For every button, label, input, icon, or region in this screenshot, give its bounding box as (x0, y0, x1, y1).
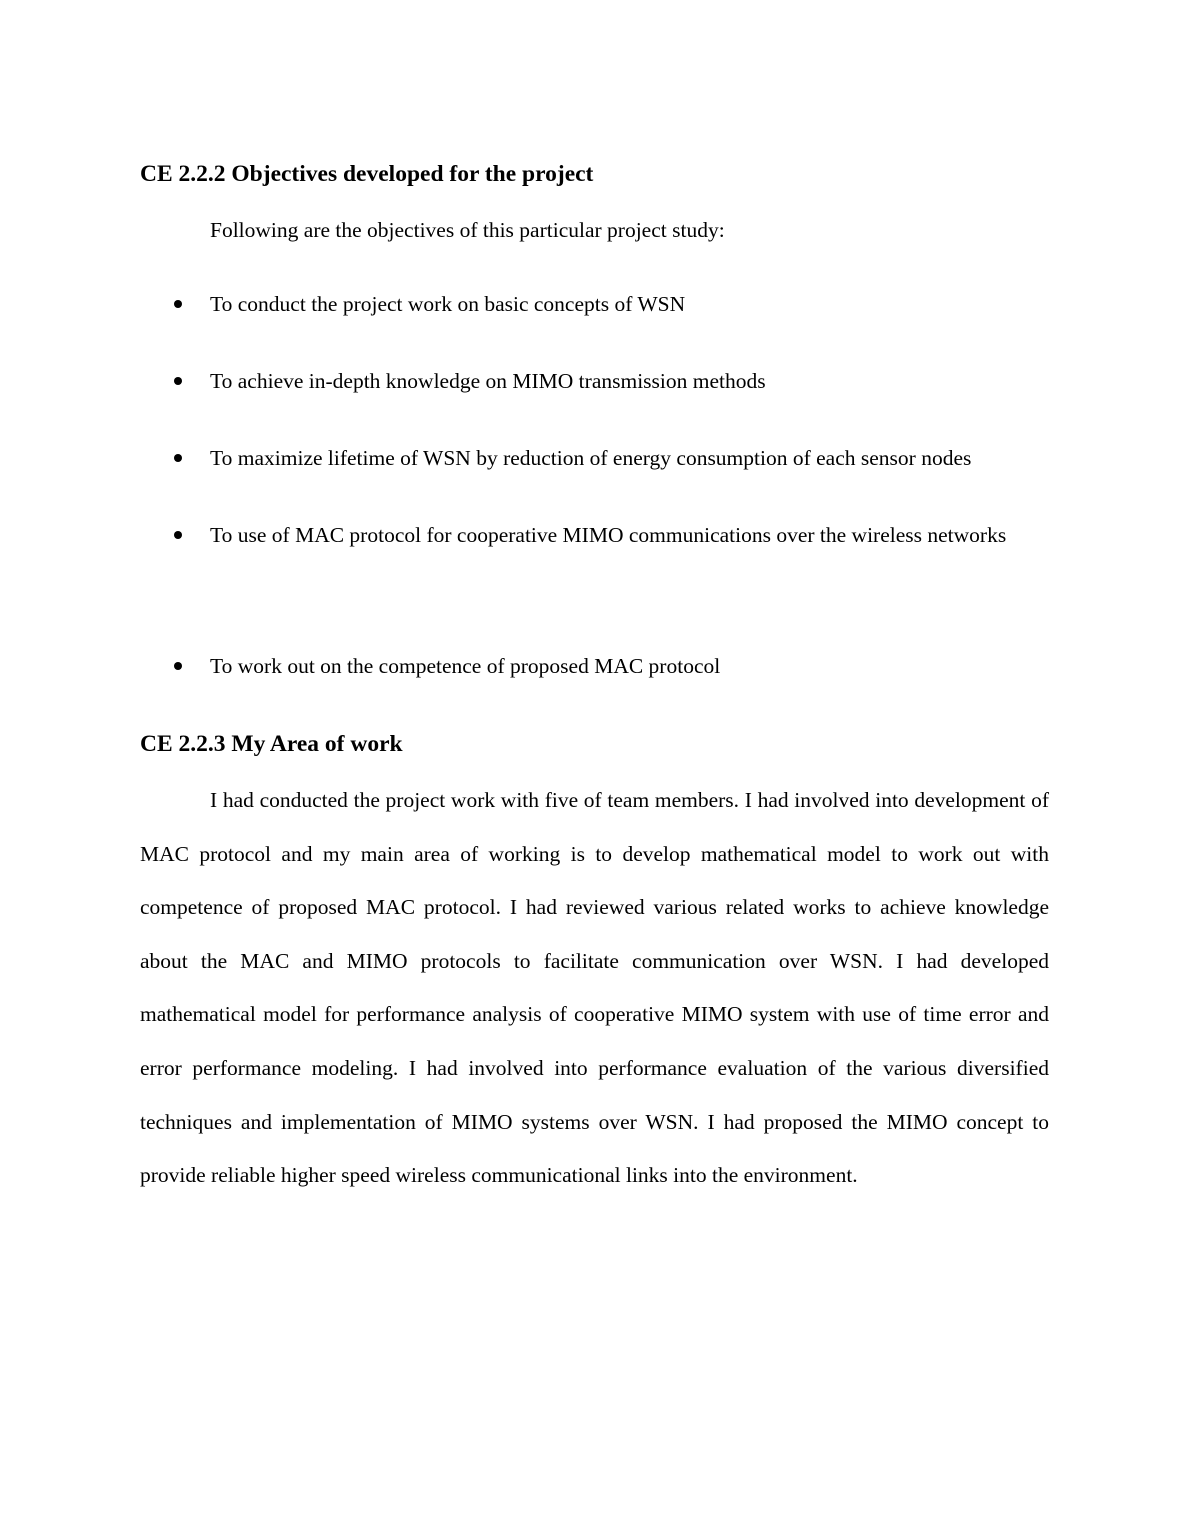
list-item (210, 508, 1049, 562)
list-item-text: To conduct the project work on basic concepts of WSN (210, 292, 686, 316)
list-item (210, 354, 1049, 408)
list-item (210, 431, 1049, 485)
section-heading-objectives: CE 2.2.2 Objectives developed for the project (140, 161, 594, 187)
area-of-work-paragraph: I had conducted the project work with five of team members. I had involved into development of MAC protocol and my main area of working is to develop mathematical model to work out with competence of proposed MAC protocol. I had reviewed various related works to achieve knowledge about the MAC and MIMO protocols to facilitate communication over WSN. I had developed mathematical model for performance analysis of cooperative MIMO system with use of time error and error performance modeling. I had involved into performance evaluation of the various diversified techniques and implementation of MIMO systems over WSN. I had proposed the MIMO concept to provide reliable higher speed wireless communicational links into the environment. (140, 788, 1049, 1188)
list-item-text: To achieve in-depth knowledge on MIMO transmission methods (210, 369, 766, 393)
list-item (210, 277, 1049, 331)
bullet-icon (174, 662, 182, 670)
section-heading-area-of-work: CE 2.2.3 My Area of work (140, 731, 403, 757)
list-item-text: To work out on the competence of proposed MAC protocol (210, 654, 721, 678)
list-item (210, 639, 1049, 693)
objectives-intro: Following are the objectives of this particular project study: (210, 218, 725, 242)
list-item-text: To use of MAC protocol for cooperative MIMO communications over the wireless networks (210, 523, 1007, 547)
list-item-text: To maximize lifetime of WSN by reduction of energy consumption of each sensor nodes (210, 446, 972, 470)
bullet-icon (174, 531, 182, 539)
bullet-icon (174, 454, 182, 462)
bullet-icon (174, 377, 182, 385)
bullet-icon (174, 300, 182, 308)
